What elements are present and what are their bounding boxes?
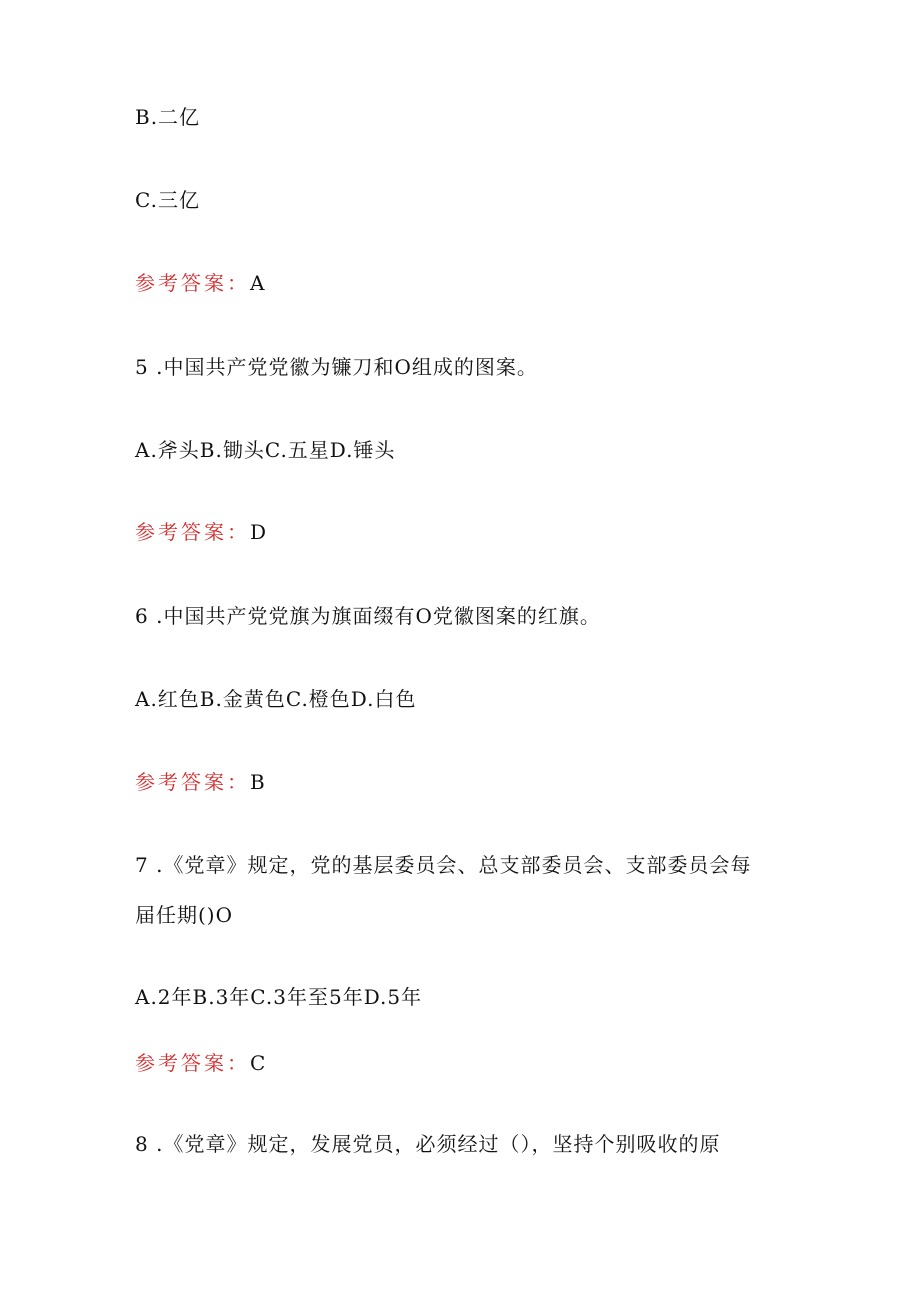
answer-label: 参考答案： [135, 1051, 250, 1075]
answer-line [135, 1049, 266, 1077]
option-line: C.三亿 [135, 188, 200, 212]
answer-line [135, 269, 265, 297]
option-line: B.二亿 [135, 105, 201, 129]
question-line: 6 .中国共产党党旗为旗面缀有O党徽图案的红旗。 [135, 604, 601, 628]
question-line: 7 .《党章》规定，党的基层委员会、总支部委员会、支部委员会每 [135, 853, 752, 877]
answer-value: B [250, 770, 266, 794]
answer-value: C [250, 1051, 267, 1075]
answer-value: D [250, 520, 268, 544]
question-line: 5 .中国共产党党徽为镰刀和O组成的图案。 [135, 355, 538, 379]
answer-label: 参考答案： [135, 271, 250, 295]
question-line: 8 .《党章》规定，发展党员，必须经过（），坚持个别吸收的原 [135, 1132, 721, 1156]
answer-line [135, 768, 266, 796]
answer-line [135, 518, 267, 546]
answer-value: A [250, 271, 266, 295]
answer-label: 参考答案： [135, 520, 250, 544]
options-line: A.2年B.3年C.3年至5年D.5年 [135, 985, 423, 1009]
options-line: A.斧头B.锄头C.五星D.锤头 [135, 438, 396, 462]
question-line-continued: 届任期()O [135, 903, 234, 927]
answer-label: 参考答案： [135, 770, 250, 794]
options-line: A.红色B.金黄色C.橙色D.白色 [135, 687, 417, 711]
